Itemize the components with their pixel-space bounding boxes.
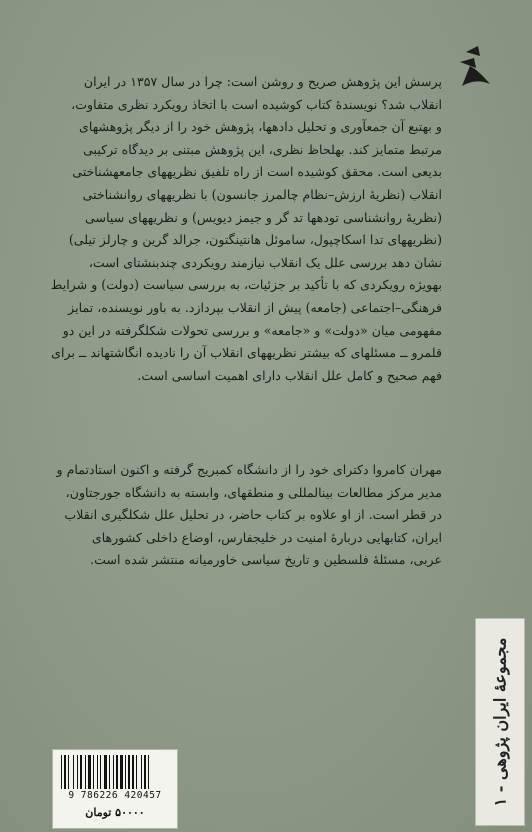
description-line: قلمرو ــ مسئلهای که بیشتر نظریههای انقلاب آن را نادیده انگاشتهاند ــ برای bbox=[51, 345, 442, 361]
description-line: مرتبط متمایز کند. بهلحاظ نظری، این پژوهش مبتنی بر دیدگاه ترکیبی bbox=[83, 141, 442, 157]
description-line: بدیعی است. محقق کوشیده است از راه تلفیق نظریههای جامعهشناختی bbox=[72, 164, 442, 180]
author-bio-line: عربی، مسئلهٔ فلسطین و تاریخ سیاسی خاورمیانه منتشر شده است. bbox=[90, 552, 442, 568]
description-line: بهویژه رویکردی که با تأکید بر جزئیات، به بررسی سیاست (دولت) و شرایط bbox=[50, 277, 442, 293]
publisher-logo-icon bbox=[456, 44, 496, 88]
author-bio-line: مدیر مرکز مطالعات بینالمللی و منطقهای، وابسته به دانشگاه جورجتاون، bbox=[65, 484, 442, 500]
description-line: نشان دهد بررسی علل یک انقلاب نیازمند رویکردی چندبنشتای است، bbox=[88, 254, 442, 270]
series-label-box bbox=[475, 618, 525, 826]
price-label: ۵۰۰۰۰ تومان bbox=[85, 806, 145, 819]
barcode-box bbox=[52, 749, 178, 829]
author-bio-line: در قطر است. از او علاوه بر کتاب حاضر، در تحلیل علل شکلگیری انقلاب bbox=[64, 507, 442, 523]
description-paragraph bbox=[48, 71, 442, 387]
description-line: فرهنگی–اجتماعی (جامعه) پیش از انقلاب بپردازد. به باور نویسنده، تمایز bbox=[68, 299, 442, 315]
description-line: (نظریههای تدا اسکاچپول، ساموئل هانتینگتون، جرالد گرین و چارلز تیلی) bbox=[68, 232, 442, 248]
description-line: مفهومی میان «دولت» و «جامعه» و بررسی تحولات شکلگرفته در این دو bbox=[62, 322, 442, 338]
description-line: فهم صحیح و کامل علل انقلاب دارای اهمیت اساسی است. bbox=[137, 367, 442, 383]
author-bio-paragraph bbox=[48, 459, 442, 572]
description-line: پرسش این پژوهش صریح و روشن است: چرا در سال ۱۳۵۷ در ایران bbox=[83, 74, 442, 89]
barcode-icon bbox=[61, 755, 169, 789]
author-bio-line: ایران، کتابهایی دربارهٔ امنیت در خلیجفارس، اوضاع داخلی کشورهای bbox=[91, 529, 442, 545]
description-line: (نظریهٔ روانشناسی تودهها تد گر و جیمز دیویس) و نظریههای سیاسی bbox=[85, 209, 442, 225]
description-line: و بهتبع آن جمعآوری و تحلیل دادهها، پژوهش خود را از دیگر پژوهشهای bbox=[79, 119, 442, 135]
author-bio-line: مهران کامروا دکترای خود را از دانشگاه کمبریج گرفته و اکنون استادتمام و bbox=[56, 462, 442, 477]
description-line: انقلاب (نظریهٔ ارزش–نظام چالمرز جانسون) با نظریههای روانشناختی bbox=[82, 186, 442, 202]
series-label: مجموعهٔ ایران پژوهی - ۱ bbox=[490, 637, 510, 807]
isbn-number: 9 786226 420457 bbox=[68, 790, 162, 801]
description-line: انقلاب شد؟ نویسندهٔ کتاب کوشیده است با اتخاذ رویکرد نظری متفاوت، bbox=[71, 96, 442, 112]
